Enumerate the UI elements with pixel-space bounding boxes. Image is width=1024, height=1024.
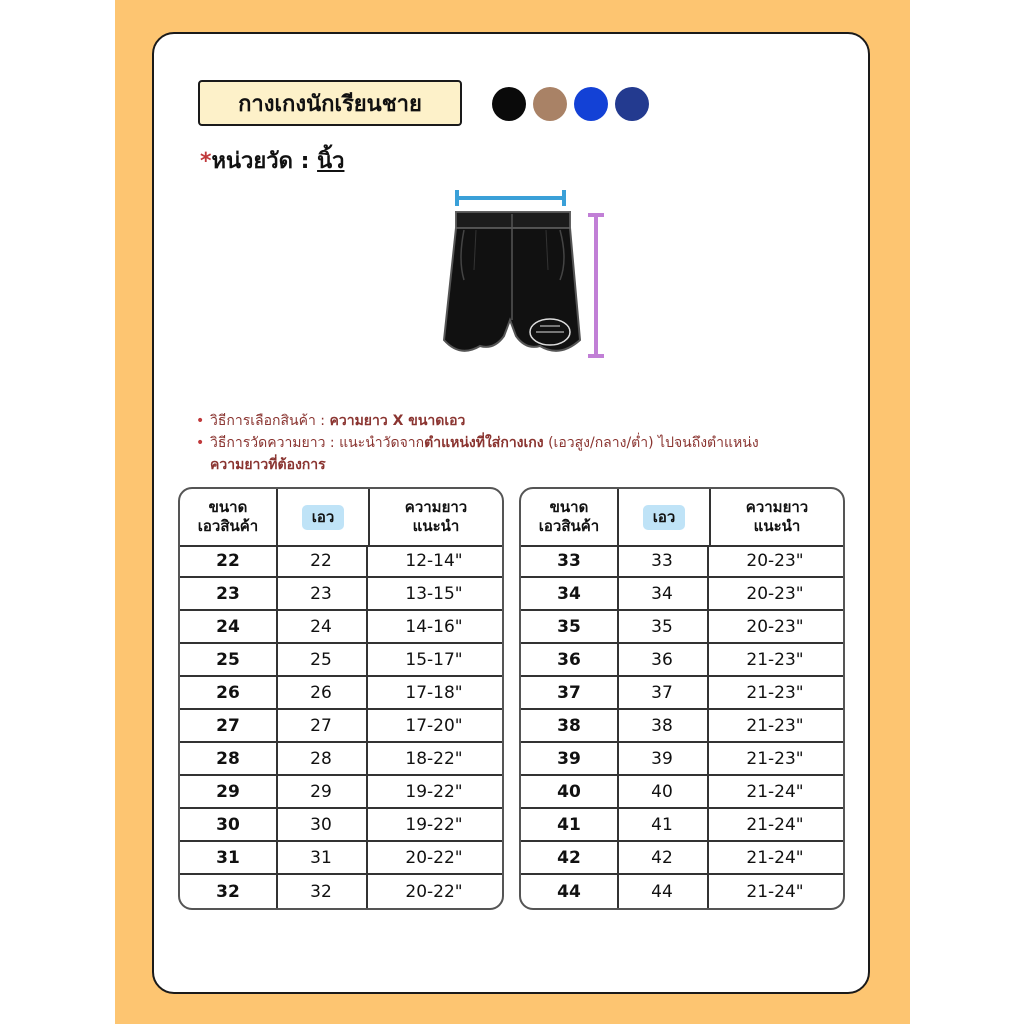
header-waist: เอว: [278, 489, 370, 545]
size-cell: 25: [216, 649, 240, 670]
waist-cell: 27: [310, 715, 332, 736]
waist-cell: 23: [310, 583, 332, 604]
length-cell: 21-24": [746, 847, 804, 868]
table-row: [180, 578, 502, 611]
length-cell: 21-24": [746, 881, 804, 902]
product-title: กางเกงนักเรียนชาย: [198, 80, 462, 126]
table-row: [521, 743, 843, 776]
table-row: [521, 776, 843, 809]
table-row: [180, 644, 502, 677]
color-swatch-black[interactable]: [492, 87, 526, 121]
length-cell: 14-16": [405, 616, 463, 637]
color-swatch-royal-blue[interactable]: [574, 87, 608, 121]
table-header: [180, 489, 502, 547]
table-row: [521, 710, 843, 743]
note-how-to-choose: • วิธีการเลือกสินค้า : ความยาว X ขนาดเอว: [196, 410, 836, 432]
table-row: [521, 545, 843, 578]
waist-cell: 25: [310, 649, 332, 670]
table-row: [180, 677, 502, 710]
header-recommended-length: ความยาว แนะนำ: [404, 498, 468, 535]
waist-cell: 26: [310, 682, 332, 703]
length-cell: 21-24": [746, 781, 804, 802]
header-recommended-length: ความยาว แนะนำ: [745, 498, 809, 535]
size-cell: 31: [216, 847, 240, 868]
waist-cell: 28: [310, 748, 332, 769]
color-swatch-brown[interactable]: [533, 87, 567, 121]
length-cell: 21-23": [746, 715, 804, 736]
length-cell: 12-14": [405, 550, 463, 571]
size-cell: 41: [557, 814, 581, 835]
length-cell: 15-17": [405, 649, 463, 670]
note-how-to-measure: • วิธีการวัดความยาว : แนะนำวัดจากตำแหน่งที่ใส่กางเกง (เอวสูง/กลาง/ต่ำ) ไปจนถึงตำแหน่ง ความยาวที่ต้องการ: [196, 432, 836, 476]
table-row: [521, 644, 843, 677]
waist-cell: 37: [651, 682, 673, 703]
length-measure-arrow: [588, 215, 604, 356]
unit-value: นิ้ว: [317, 149, 345, 174]
length-cell: 13-15": [405, 583, 463, 604]
size-cell: 23: [216, 583, 240, 604]
waist-cell: 31: [310, 847, 332, 868]
table-row: [521, 809, 843, 842]
waist-cell: 44: [651, 881, 673, 902]
size-cell: 28: [216, 748, 240, 769]
length-cell: 21-23": [746, 748, 804, 769]
waist-cell: 36: [651, 649, 673, 670]
size-cell: 26: [216, 682, 240, 703]
size-table-left: [178, 487, 504, 910]
size-cell: 39: [557, 748, 581, 769]
length-cell: 21-23": [746, 649, 804, 670]
length-cell: 21-24": [746, 814, 804, 835]
waist-cell: 33: [651, 550, 673, 571]
length-cell: 20-22": [405, 881, 463, 902]
waist-cell: 42: [651, 847, 673, 868]
shorts-illustration: [430, 180, 610, 370]
length-cell: 19-22": [405, 814, 463, 835]
size-cell: 35: [557, 616, 581, 637]
size-cell: 30: [216, 814, 240, 835]
length-cell: 17-18": [405, 682, 463, 703]
color-swatch-navy-blue[interactable]: [615, 87, 649, 121]
table-row: [180, 809, 502, 842]
waist-cell: 39: [651, 748, 673, 769]
size-cell: 22: [216, 550, 240, 571]
table-row: [180, 875, 502, 908]
size-cell: 27: [216, 715, 240, 736]
table-row: [180, 743, 502, 776]
waist-cell: 22: [310, 550, 332, 571]
size-table-right: [519, 487, 845, 910]
header-waist: เอว: [619, 489, 711, 545]
length-cell: 20-23": [746, 616, 804, 637]
measurement-unit: *หน่วยวัด : นิ้ว: [200, 149, 345, 174]
waist-measure-arrow: [457, 190, 564, 206]
waist-cell: 29: [310, 781, 332, 802]
length-cell: 19-22": [405, 781, 463, 802]
waist-cell: 34: [651, 583, 673, 604]
table-row: [180, 842, 502, 875]
size-cell: 38: [557, 715, 581, 736]
table-row: [180, 710, 502, 743]
table-body: [180, 545, 502, 908]
waist-cell: 32: [310, 881, 332, 902]
table-row: [521, 611, 843, 644]
header-product-size: ขนาด เอวสินค้า: [180, 489, 278, 545]
table-row: [180, 776, 502, 809]
size-cell: 34: [557, 583, 581, 604]
length-cell: 17-20": [405, 715, 463, 736]
header-product-size: ขนาด เอวสินค้า: [521, 489, 619, 545]
shorts-icon: [444, 212, 580, 351]
size-cell: 42: [557, 847, 581, 868]
table-header: [521, 489, 843, 547]
size-cell: 36: [557, 649, 581, 670]
size-cell: 24: [216, 616, 240, 637]
length-cell: 20-22": [405, 847, 463, 868]
table-body: [521, 545, 843, 908]
instructions: [196, 410, 836, 476]
size-cell: 37: [557, 682, 581, 703]
table-row: [180, 545, 502, 578]
size-cell: 40: [557, 781, 581, 802]
table-row: [521, 578, 843, 611]
length-cell: 20-23": [746, 583, 804, 604]
length-cell: 18-22": [405, 748, 463, 769]
size-cell: 29: [216, 781, 240, 802]
waist-cell: 30: [310, 814, 332, 835]
waist-cell: 35: [651, 616, 673, 637]
length-cell: 20-23": [746, 550, 804, 571]
table-row: [521, 875, 843, 908]
length-cell: 21-23": [746, 682, 804, 703]
size-cell: 32: [216, 881, 240, 902]
waist-cell: 24: [310, 616, 332, 637]
waist-cell: 41: [651, 814, 673, 835]
size-cell: 33: [557, 550, 581, 571]
waist-cell: 40: [651, 781, 673, 802]
size-cell: 44: [557, 881, 581, 902]
table-row: [521, 842, 843, 875]
table-row: [521, 677, 843, 710]
table-row: [180, 611, 502, 644]
waist-cell: 38: [651, 715, 673, 736]
